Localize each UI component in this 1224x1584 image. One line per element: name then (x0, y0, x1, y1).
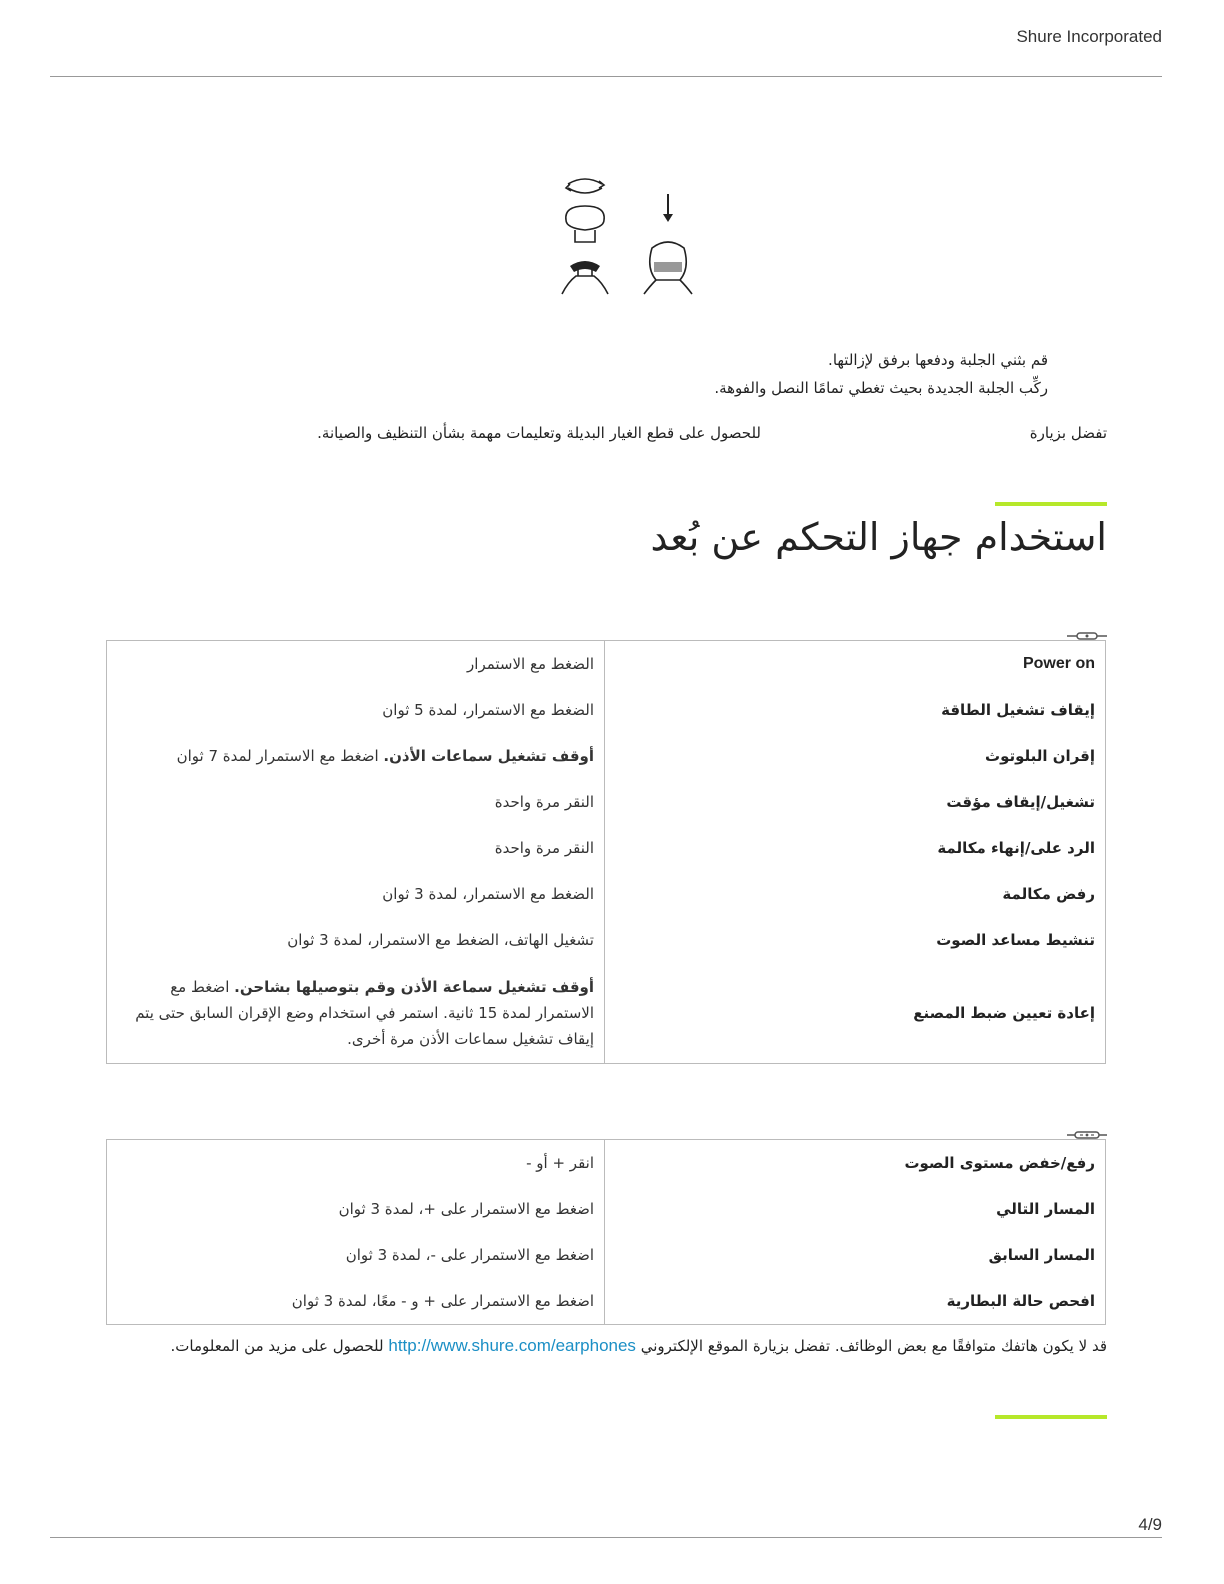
action-bold-text: أوقف تشغيل سماعة الأذن وقم بتوصيلها بشاحن. (234, 978, 594, 996)
section-end-accent-bar (995, 1415, 1107, 1419)
table-row (107, 871, 1106, 917)
action-cell: اضغط مع الاستمرار على + و - معًا، لمدة 3 ثوان (107, 1278, 605, 1325)
table-row (107, 963, 1106, 1064)
section-accent-bar (995, 502, 1107, 506)
function-cell: المسار التالي (605, 1186, 1106, 1232)
action-text: النقر مرة واحدة (494, 793, 594, 811)
function-cell: Power on (605, 641, 1106, 688)
action-text: النقر مرة واحدة (494, 839, 594, 857)
table-row (107, 1186, 1106, 1232)
action-cell (107, 733, 605, 779)
function-cell: رفع/خفض مستوى الصوت (605, 1140, 1106, 1187)
volume-functions-table (106, 1139, 1106, 1325)
rotate-arrow-icon (568, 179, 602, 193)
visit-prefix: تفضل بزيارة (1029, 424, 1107, 442)
shure-earphones-link[interactable]: http://www.shure.com/earphones (388, 1336, 636, 1355)
note-suffix: للحصول على مزيد من المعلومات. (170, 1337, 384, 1355)
page-number: 4/9 (1138, 1515, 1162, 1534)
function-cell: افحص حالة البطارية (605, 1278, 1106, 1325)
visit-suffix: للحصول على قطع الغيار البديلة وتعليمات مهمة بشأن التنظيف والصيانة. (317, 424, 761, 442)
action-cell (107, 641, 605, 688)
action-text: الضغط مع الاستمرار، لمدة 5 ثوان (382, 701, 594, 719)
action-cell (107, 963, 605, 1064)
table-row (107, 779, 1106, 825)
action-text: الضغط مع الاستمرار (467, 655, 594, 673)
footer-rule (50, 1537, 1162, 1538)
function-cell: تشغيل/إيقاف مؤقت (605, 779, 1106, 825)
function-cell: إقران البلوتوث (605, 733, 1106, 779)
table-row (107, 917, 1106, 963)
header-rule (50, 76, 1162, 77)
function-cell: المسار السابق (605, 1232, 1106, 1278)
action-text: تشغيل الهاتف، الضغط مع الاستمرار، لمدة 3 ثوان (287, 931, 594, 949)
table-row (107, 641, 1106, 688)
table-row (107, 825, 1106, 871)
table-row (107, 733, 1106, 779)
action-text: الضغط مع الاستمرار، لمدة 3 ثوان (382, 885, 594, 903)
function-cell: الرد على/إنهاء مكالمة (605, 825, 1106, 871)
action-text: اضغط مع الاستمرار لمدة 7 ثوان (176, 747, 379, 765)
header-company: Shure Incorporated (1016, 27, 1162, 46)
function-cell: إعادة تعيين ضبط المصنع (605, 963, 1106, 1064)
table-row (107, 1278, 1106, 1325)
action-cell (107, 917, 605, 963)
instruction-attach: ركِّب الجلبة الجديدة بحيث تغطي تمامًا النصل والفوهة. (714, 379, 1048, 397)
action-text: اضغط مع الاستمرار لمدة 15 ثانية. استمر في استخدام وضع الإقران السابق حتى يتم إيقاف تشغيل سماعات الأذن مرة أخرى. (135, 978, 594, 1048)
table-row (107, 1232, 1106, 1278)
eartip-replacement-illustration (556, 176, 702, 300)
action-cell (107, 779, 605, 825)
action-cell: انقر + أو - (107, 1140, 605, 1187)
note-prefix: قد لا يكون هاتفك متوافقًا مع بعض الوظائف. تفضل بزيارة الموقع الإلكتروني (640, 1337, 1107, 1355)
remote-functions-table (106, 640, 1106, 1064)
table-row (107, 1140, 1106, 1187)
action-cell (107, 825, 605, 871)
compatibility-note (171, 1336, 1107, 1356)
function-cell: تنشيط مساعد الصوت (605, 917, 1106, 963)
action-cell (107, 687, 605, 733)
section-title: استخدام جهاز التحكم عن بُعد (650, 515, 1107, 559)
action-cell: اضغط مع الاستمرار على -، لمدة 3 ثوان (107, 1232, 605, 1278)
function-cell: إيقاف تشغيل الطاقة (605, 687, 1106, 733)
table-row (107, 687, 1106, 733)
action-cell (107, 871, 605, 917)
action-cell: اضغط مع الاستمرار على +، لمدة 3 ثوان (107, 1186, 605, 1232)
instruction-remove: قم بثني الجلبة ودفعها برفق لإزالتها. (828, 351, 1048, 369)
action-bold-text: أوقف تشغيل سماعات الأذن. (383, 747, 594, 765)
function-cell: رفض مكالمة (605, 871, 1106, 917)
